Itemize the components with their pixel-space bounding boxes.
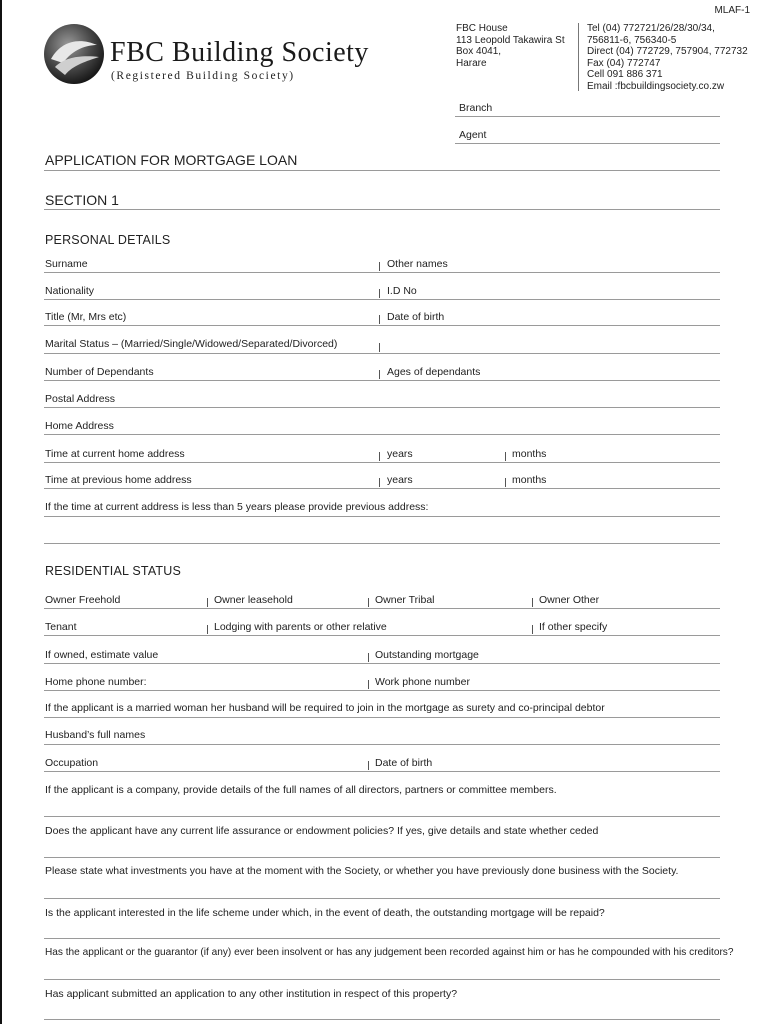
field-separator	[207, 598, 208, 607]
postal-address-field[interactable]	[44, 407, 720, 408]
branch-field[interactable]	[455, 116, 720, 117]
other-specify-label: If other specify	[539, 621, 608, 633]
field-separator	[368, 680, 369, 689]
form-title: APPLICATION FOR MORTGAGE LOAN	[45, 152, 298, 168]
owner-other-label: Owner Other	[539, 594, 600, 606]
owner-leasehold-label: Owner leasehold	[214, 594, 293, 606]
years-label: years	[387, 474, 413, 486]
time-previous-address-label: Time at previous home address	[45, 474, 192, 486]
occupation-label: Occupation	[45, 757, 99, 769]
home-phone-label: Home phone number:	[45, 676, 147, 688]
work-phone-label: Work phone number	[375, 676, 470, 688]
contact-line: 756811-6, 756340-5	[587, 34, 677, 46]
company-note: If the applicant is a company, provide details of the full names of all directors, partners or committee members.	[45, 784, 557, 796]
insolvency-question: Has the applicant or the guarantor (if any) ever been insolvent or has any judgement been recorded against him or has he compounded with his creditors?	[45, 947, 734, 958]
field-separator	[532, 598, 533, 607]
contact-line: Email :fbcbuildingsociety.co.zw	[587, 80, 725, 92]
personal-details-heading: PERSONAL DETAILS	[45, 233, 171, 247]
contact-line: Tel (04) 772721/26/28/30/34,	[587, 23, 715, 34]
field-separator	[379, 452, 380, 461]
phone-field[interactable]	[44, 690, 720, 691]
outstanding-mortgage-label: Outstanding mortgage	[375, 649, 479, 661]
company-details-field[interactable]	[44, 816, 720, 817]
husband-dob-label: Date of birth	[375, 757, 433, 769]
field-separator	[379, 478, 380, 487]
page-edge	[0, 0, 2, 1024]
dependants-field[interactable]	[44, 380, 720, 381]
years-label: years	[387, 448, 413, 460]
time-current-address-label: Time at current home address	[45, 448, 185, 460]
branch-label: Branch	[459, 102, 493, 114]
contact-line: Cell 091 886 371	[587, 69, 663, 80]
ages-dependants-label: Ages of dependants	[387, 366, 481, 378]
organization-subtitle: (Registered Building Society)	[111, 70, 295, 82]
id-no-label: I.D No	[387, 285, 417, 297]
field-separator	[379, 289, 380, 298]
divider	[44, 209, 720, 210]
postal-address-label: Postal Address	[45, 393, 116, 405]
field-separator	[368, 761, 369, 770]
other-institution-question: Has applicant submitted an application to any other institution in respect of this property?	[45, 988, 458, 1000]
home-address-label: Home Address	[45, 420, 114, 432]
contact-line: Fax (04) 772747	[587, 57, 661, 69]
ownership-field[interactable]	[44, 608, 720, 609]
field-separator	[532, 625, 533, 634]
residential-status-heading: RESIDENTIAL STATUS	[45, 564, 182, 578]
divider	[44, 170, 720, 171]
fbc-logo-icon	[43, 23, 105, 85]
previous-address-field[interactable]	[44, 516, 720, 517]
months-label: months	[512, 474, 547, 486]
months-label: months	[512, 448, 547, 460]
owner-tribal-label: Owner Tribal	[375, 594, 435, 606]
occupation-field[interactable]	[44, 771, 720, 772]
contact-line: Direct (04) 772729, 757904, 772732	[587, 46, 748, 57]
nationality-label: Nationality	[45, 285, 95, 297]
dependants-label: Number of Dependants	[45, 366, 154, 378]
home-address-field[interactable]	[44, 434, 720, 435]
field-separator	[368, 653, 369, 662]
life-scheme-question: Is the applicant interested in the life scheme under which, in the event of death, the outstanding mortgage will be repaid?	[45, 907, 605, 919]
other-names-label: Other names	[387, 258, 448, 270]
field-separator	[379, 343, 380, 352]
field-separator	[505, 478, 506, 487]
nationality-field[interactable]	[44, 299, 720, 300]
field-separator	[379, 370, 380, 379]
section-title: SECTION 1	[45, 192, 119, 208]
field-separator	[379, 262, 380, 271]
address-line: 113 Leopold Takawira St	[456, 34, 565, 46]
dob-label: Date of birth	[387, 311, 445, 323]
surname-field[interactable]	[44, 272, 720, 273]
life-assurance-field[interactable]	[44, 857, 720, 858]
husband-names-label: Husband’s full names	[45, 729, 146, 741]
address-line: FBC House	[456, 23, 508, 34]
marital-status-field[interactable]	[44, 353, 720, 354]
address-block	[456, 23, 565, 69]
field-separator	[505, 452, 506, 461]
life-scheme-field[interactable]	[44, 938, 720, 939]
organization-name: FBC Building Society	[110, 37, 369, 68]
address-line: Box 4041,	[456, 46, 502, 57]
agent-field[interactable]	[455, 143, 720, 144]
surname-label: Surname	[45, 258, 88, 270]
agent-label: Agent	[459, 129, 487, 141]
title-field[interactable]	[44, 325, 720, 326]
field-separator	[368, 598, 369, 607]
field-separator	[379, 315, 380, 324]
tenancy-field[interactable]	[44, 635, 720, 636]
marital-status-label: Marital Status – (Married/Single/Widowed/Separated/Divorced)	[45, 338, 338, 350]
document-reference: MLAF-1	[714, 5, 750, 16]
contact-divider	[578, 23, 579, 91]
title-label: Title (Mr, Mrs etc)	[45, 311, 127, 323]
contact-block	[587, 23, 748, 92]
previous-address-field-line2[interactable]	[44, 543, 720, 544]
investments-field[interactable]	[44, 898, 720, 899]
time-previous-address-field[interactable]	[44, 488, 720, 489]
time-current-address-field[interactable]	[44, 462, 720, 463]
insolvency-field[interactable]	[44, 979, 720, 980]
investments-question: Please state what investments you have at the moment with the Society, or whether you have previously done business with the Society.	[45, 865, 679, 877]
estimate-value-label: If owned, estimate value	[45, 649, 159, 661]
divider	[44, 717, 720, 718]
address-line: Harare	[456, 57, 487, 69]
previous-address-note: If the time at current address is less than 5 years please provide previous address:	[45, 501, 429, 513]
lodging-label: Lodging with parents or other relative	[214, 621, 387, 633]
other-institution-field[interactable]	[44, 1019, 720, 1020]
owner-freehold-label: Owner Freehold	[45, 594, 121, 606]
field-separator	[207, 625, 208, 634]
estimate-value-field[interactable]	[44, 663, 720, 664]
tenant-label: Tenant	[45, 621, 77, 633]
husband-names-field[interactable]	[44, 744, 720, 745]
married-woman-note: If the applicant is a married woman her husband will be required to join in the mortgage as surety and co-principal debtor	[45, 702, 605, 714]
life-assurance-question: Does the applicant have any current life assurance or endowment policies? If yes, give details and state whether ceded	[45, 825, 599, 837]
